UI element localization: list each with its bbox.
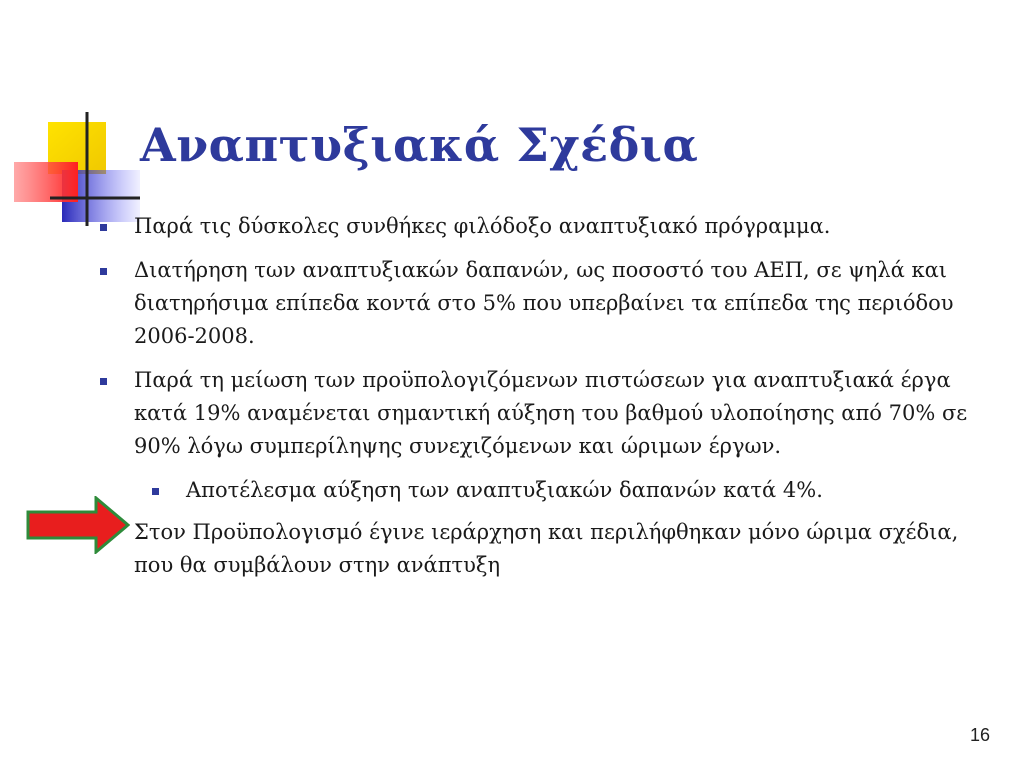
bullet-text: Παρά τις δύσκολες συνθήκες φιλόδοξο αναπτυξιακό πρόγραμμα.	[134, 214, 831, 238]
bullet-list	[100, 210, 980, 593]
bullet-item	[100, 364, 980, 463]
slide-title: Αναπτυξιακά Σχέδια	[140, 118, 699, 172]
bullet-item	[100, 516, 980, 582]
bullet-text: Διατήρηση των αναπτυξιακών δαπανών, ως ποσοστό του ΑΕΠ, σε ψηλά και διατηρήσιμα επίπεδα κοντά στο 5% που υπερβαίνει τα επίπεδα της περιόδου 2006-2008.	[134, 258, 954, 348]
bullet-text: Αποτέλεσμα αύξηση των αναπτυξιακών δαπανών κατά 4%.	[186, 478, 823, 502]
deco-red-square	[14, 162, 78, 202]
bullet-text: Παρά τη μείωση των προϋπολογιζόμενων πιστώσεων για αναπτυξιακά έργα κατά 19% αναμένεται σημαντική αύξηση του βαθμού υλοποίησης από 70% σε 90% λόγω συμπερίληψης συνεχιζόμενων και ώριμων έργων.	[134, 368, 968, 458]
bullet-item	[100, 210, 980, 243]
bullet-square-icon	[100, 378, 107, 385]
bullet-square-icon	[100, 224, 107, 231]
corner-decoration	[0, 0, 140, 230]
sub-bullet-item	[100, 474, 980, 507]
bullet-item	[100, 254, 980, 353]
page-number: 16	[969, 725, 990, 745]
right-arrow-icon	[26, 496, 130, 554]
bullet-square-icon	[152, 488, 159, 495]
bullet-square-icon	[100, 268, 107, 275]
bullet-text: Στον Προϋπολογισμό έγινε ιεράρχηση και περιλήφθηκαν μόνο ώριμα σχέδια, που θα συμβάλουν στην ανάπτυξη	[134, 520, 959, 577]
